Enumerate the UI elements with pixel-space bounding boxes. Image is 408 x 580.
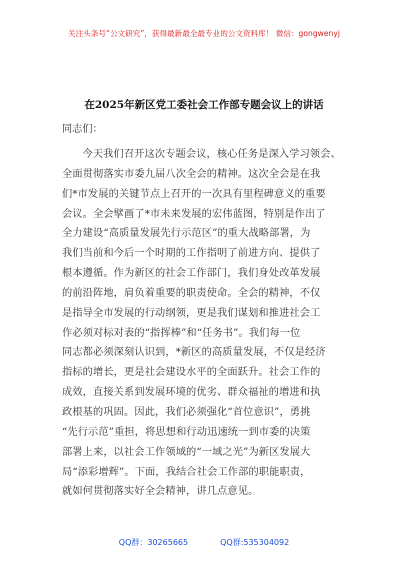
header-banner: 关注头条号“公文研究”，获得最新最全最专业的公文资料库！ 微信：gongwenyj (68, 29, 340, 38)
paragraph-line: 的前沿阵地，肩负着重要的职责使命。全会的精神，不仅 (62, 287, 321, 299)
paragraph-line: 政根基的巩固。因此，我们必须强化“首位意识”，勇挑 (62, 406, 311, 418)
body-paragraph (62, 145, 354, 502)
paragraph-line: 指标的增长，更是社会建设水平的全面跃升。社会工作的 (62, 367, 321, 379)
salutation: 同志们： (62, 124, 103, 135)
paragraph-line: 我们当前和今后一个时期的工作指明了前进方向、提供了 (62, 248, 321, 260)
paragraph-line: 同志都必须深刻认识到，*新区的高质量发展，不仅是经济 (62, 347, 326, 359)
footer-qq-group-2: QQ群:535304092 (220, 538, 290, 547)
paragraph-line: 作必须对标对表的“指挥棒”和“任务书”。我们每一位 (62, 327, 301, 339)
paragraph-line: 局“添彩增辉”。下面，我结合社会工作部的职能职责， (62, 466, 311, 478)
paragraph-line: 全力建设“高质量发展先行示范区”的重大战略部署，为 (62, 228, 311, 240)
paragraph-line: 部署上来，以社会工作领域的“一域之光”为新区发展大 (62, 446, 311, 458)
paragraph-line: “先行示范”重担，将思想和行动迅速统一到市委的决策 (62, 426, 311, 438)
paragraph-line: 就如何贯彻落实好全会精神，讲几点意见。 (62, 486, 259, 498)
paragraph-line: 根本遵循。作为新区的社会工作部门，我们身处改革发展 (62, 268, 321, 280)
footer-qq-group-1: QQ群：30265665 (118, 538, 189, 547)
paragraph-line: 成效，直接关系到发展环境的优劣、群众福祉的增进和执 (62, 387, 321, 399)
footer-contact (0, 537, 408, 548)
paragraph-line: 全面贯彻落实市委九届八次全会的精神。这次全会是在我 (62, 168, 321, 180)
paragraph-line: 们*市发展的关键节点上召开的一次具有里程碑意义的重要 (62, 188, 326, 200)
paragraph-line: 是指导全市发展的行动纲领，更是我们谋划和推进社会工 (62, 307, 321, 319)
document-title: 在2025年新区党工委社会工作部专题会议上的讲话 (84, 99, 324, 111)
paragraph-line: 今天我们召开这次专题会议，核心任务是深入学习领会、 (82, 149, 341, 160)
paragraph-line: 会议。全会擘画了*市未来发展的宏伟蓝图，特别是作出了 (62, 208, 326, 220)
